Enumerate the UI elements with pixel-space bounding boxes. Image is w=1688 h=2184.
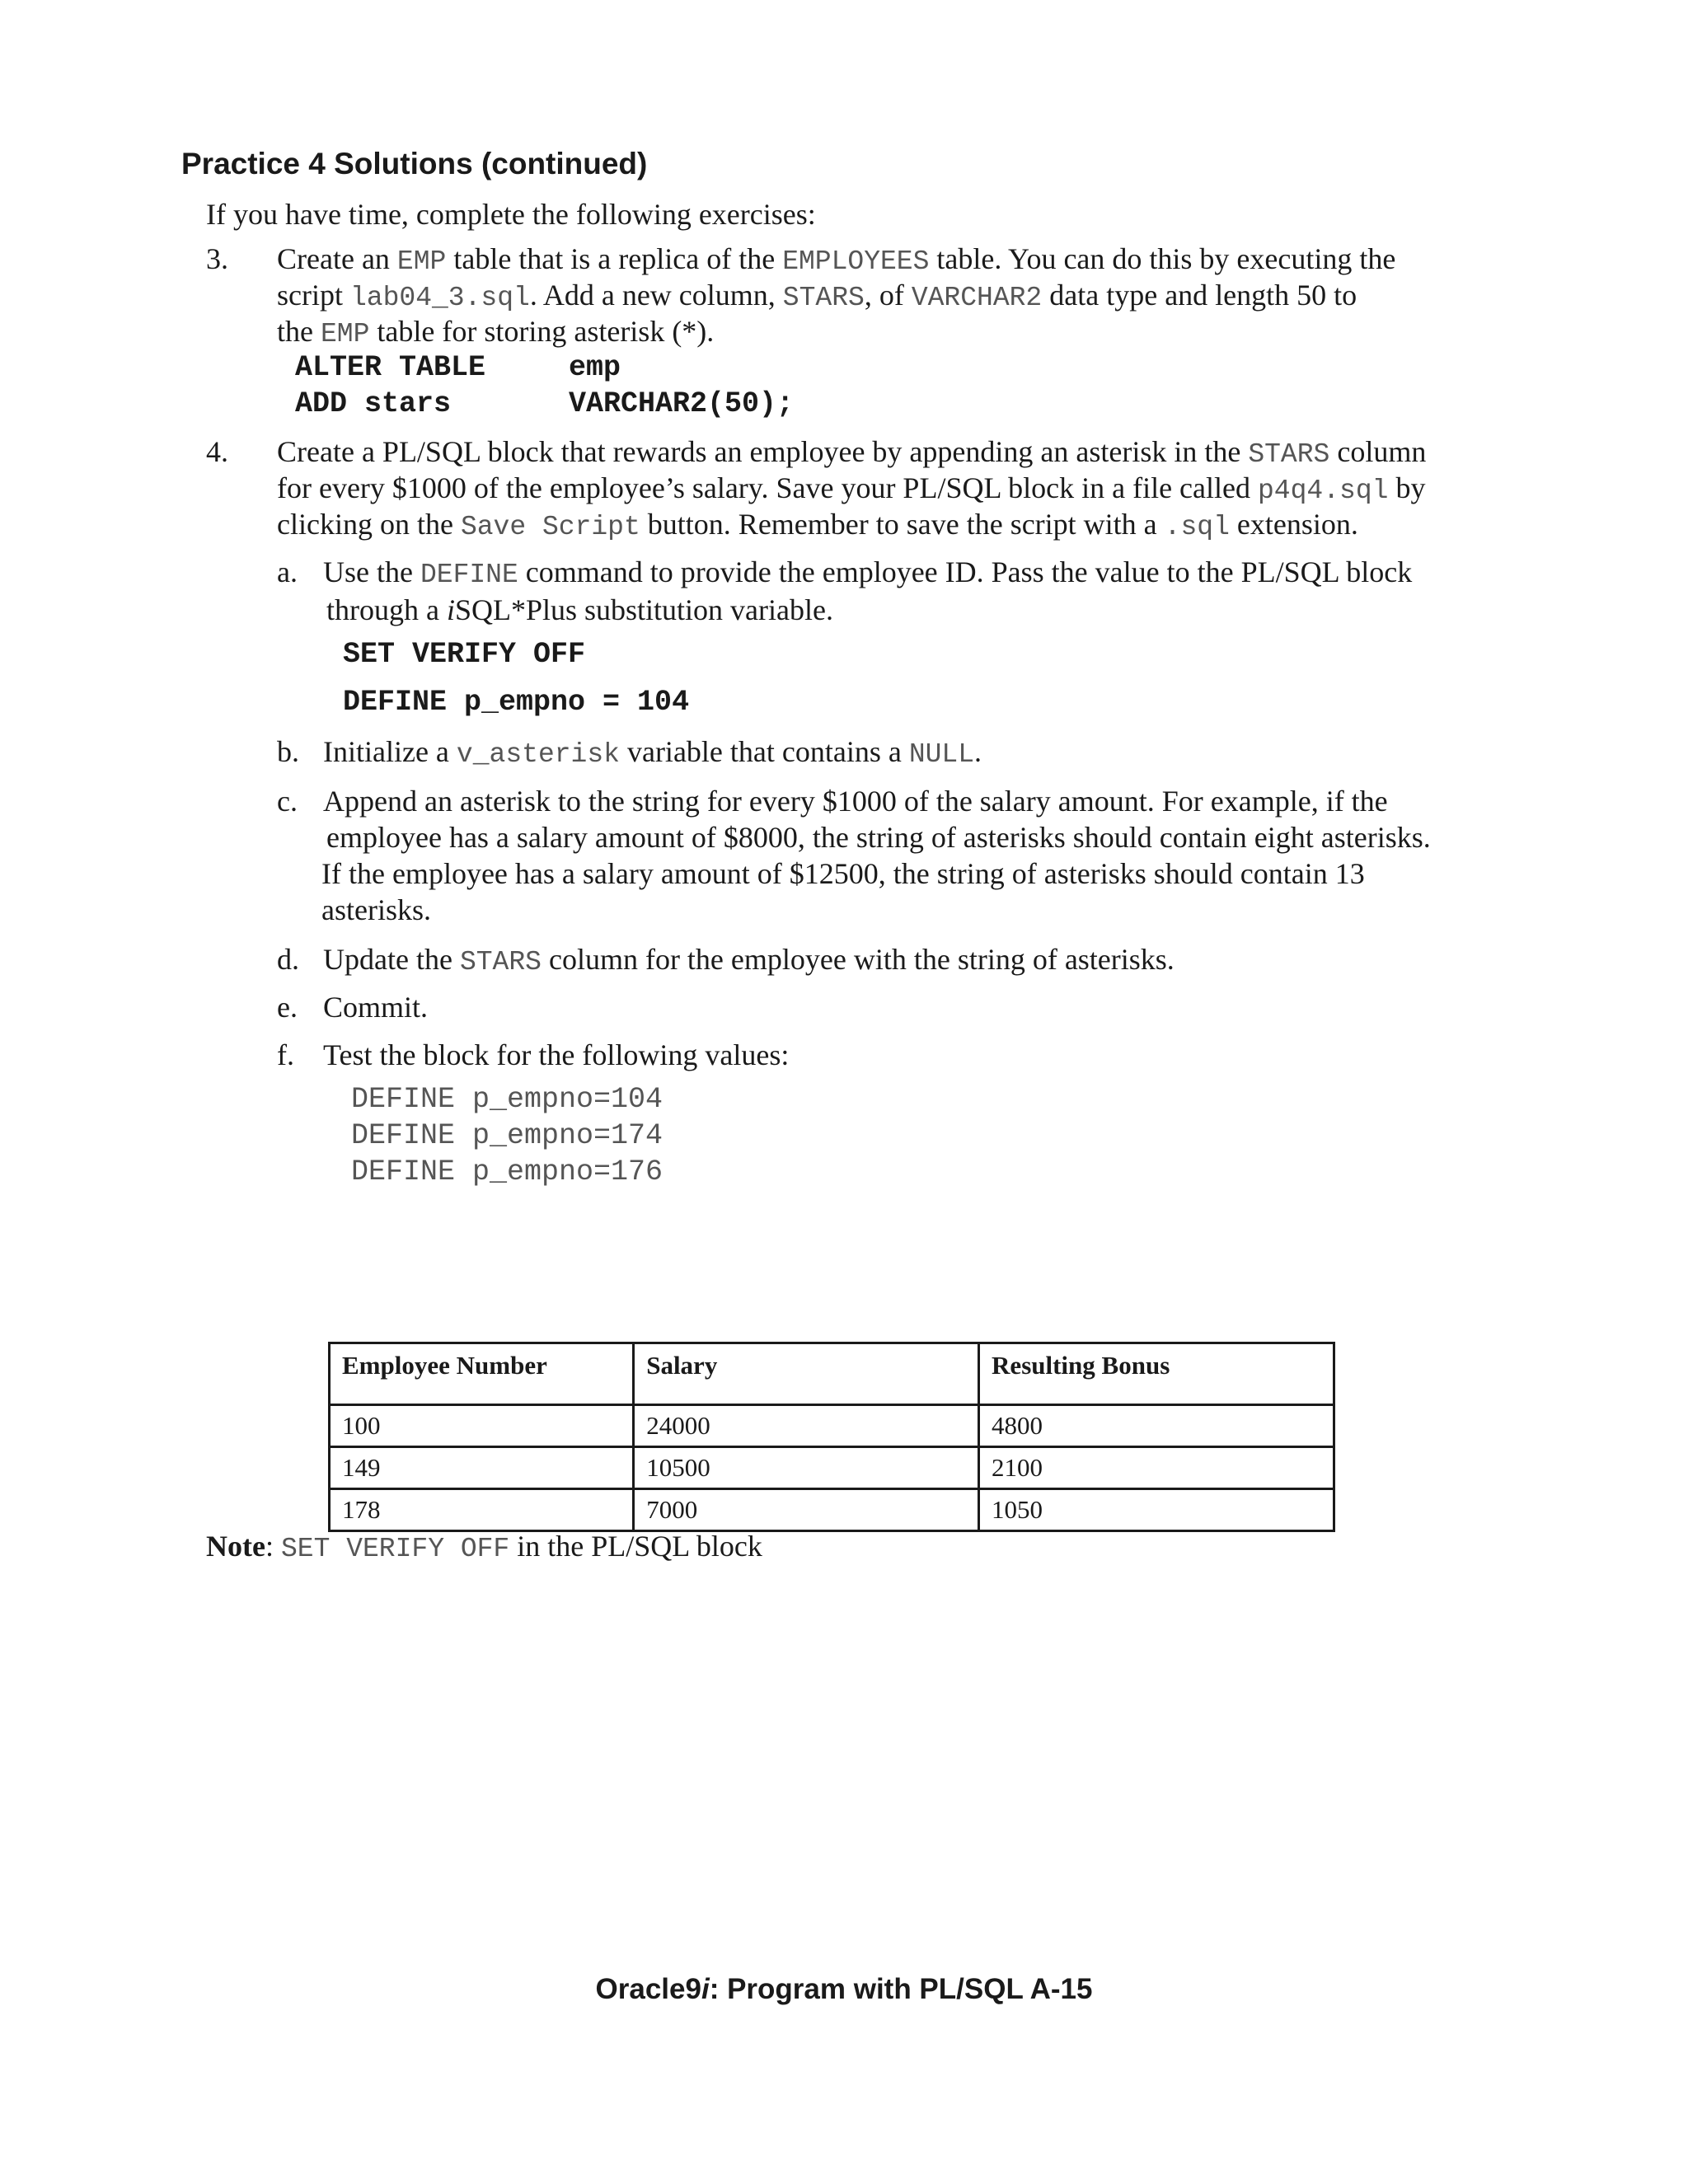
q4f-code-3: DEFINE p_empno=176: [351, 1155, 663, 1188]
italic-i: i: [701, 1973, 710, 2005]
q3-line-1: [206, 241, 1395, 280]
code-stars: STARS: [459, 947, 542, 977]
q4d-line: [277, 941, 1175, 981]
text: Test the block for the following values:: [323, 1038, 790, 1071]
q4c-line-3: If the employee has a salary amount of $12500, the string of asterisks should contain 13: [321, 857, 1365, 890]
q4e-line: [277, 989, 428, 1025]
q4f-code-2: DEFINE p_empno=174: [351, 1119, 663, 1152]
text: script: [277, 279, 350, 312]
code-v-asterisk: v_asterisk: [456, 739, 620, 770]
header-resulting-bonus: Resulting Bonus: [979, 1343, 1334, 1405]
q4c-letter: c.: [277, 785, 298, 818]
text: column for the employee with the string of asterisks.: [541, 943, 1175, 976]
q3-number: 3.: [206, 242, 228, 275]
text: Create an: [277, 242, 397, 275]
text: Initialize a: [323, 735, 457, 768]
code-varchar2: VARCHAR2: [911, 283, 1043, 313]
cell-employee-number: 149: [330, 1447, 634, 1489]
text: table for storing asterisk (*).: [369, 315, 715, 348]
code-save-script: Save Script: [460, 512, 640, 542]
q4-line-1: [206, 434, 1426, 473]
cell-salary: 7000: [634, 1489, 979, 1531]
text: for every $1000 of the employee’s salary. Save your PL/SQL block in a file called: [277, 471, 1258, 504]
q3-line-3: [277, 313, 714, 353]
q4a-code-2: DEFINE p_empno = 104: [343, 686, 690, 719]
q4f-code-1: DEFINE p_empno=104: [351, 1083, 663, 1116]
q4a-letter: a.: [277, 555, 298, 588]
text: :: [265, 1530, 281, 1563]
intro-text: If you have time, complete the following exercises:: [206, 198, 816, 231]
code-extension: .sql: [1164, 512, 1230, 542]
q4b-line: [277, 733, 982, 773]
text: table that is a replica of the: [446, 242, 783, 275]
text: table. You can do this by executing the: [929, 242, 1396, 275]
text: Create a PL/SQL block that rewards an employee by appending an asterisk in the: [277, 435, 1249, 468]
table-row: [330, 1447, 1334, 1489]
code-stars: STARS: [1248, 439, 1330, 470]
text: variable that contains a: [619, 735, 909, 768]
page-footer: [0, 1973, 1688, 2006]
bonus-table: [328, 1342, 1335, 1532]
text: command to provide the employee ID. Pass the value to the PL/SQL block: [518, 555, 1413, 588]
code-employees: EMPLOYEES: [782, 246, 930, 277]
header-employee-number: Employee Number: [330, 1343, 634, 1405]
cell-bonus: 1050: [979, 1489, 1334, 1531]
q4-number: 4.: [206, 435, 228, 468]
code-stars: STARS: [782, 283, 865, 313]
q4e-letter: e.: [277, 991, 298, 1024]
q4c-line-4: asterisks.: [321, 893, 431, 926]
text: column: [1329, 435, 1427, 468]
table-row: [330, 1489, 1334, 1531]
code-set-verify-off: SET VERIFY OFF: [280, 1534, 510, 1564]
note-label: Note: [206, 1530, 265, 1563]
code-filename: lab04_3.sql: [349, 283, 530, 313]
cell-bonus: 2100: [979, 1447, 1334, 1489]
code-emp: EMP: [320, 319, 370, 349]
cell-salary: 24000: [634, 1405, 979, 1447]
text: Oracle9: [595, 1973, 701, 2005]
text: data type and length 50 to: [1042, 279, 1357, 312]
code-filename: p4q4.sql: [1258, 476, 1389, 506]
text: Use the: [323, 555, 420, 588]
q4a-line-1: [277, 554, 1412, 593]
text: . Add a new column,: [529, 279, 783, 312]
text: : Program with PL/SQL A-15: [709, 1973, 1093, 2005]
cell-employee-number: 100: [330, 1405, 634, 1447]
text: Append an asterisk to the string for every $1000 of the salary amount. For example, if the: [323, 785, 1388, 818]
q3-code-2b: VARCHAR2(50);: [569, 387, 795, 420]
text: clicking on the: [277, 508, 461, 541]
header-salary: Salary: [634, 1343, 979, 1405]
q4f-letter: f.: [277, 1038, 294, 1071]
text: Update the: [323, 943, 460, 976]
text: , of: [864, 279, 912, 312]
q3-line-2: [277, 277, 1357, 316]
code-define: DEFINE: [420, 560, 518, 590]
table-header-row: [330, 1343, 1334, 1405]
text: the: [277, 315, 321, 348]
cell-employee-number: 178: [330, 1489, 634, 1531]
q4a-code-1: SET VERIFY OFF: [343, 638, 586, 671]
text: button. Remember to save the script with a: [640, 508, 1165, 541]
text: Commit.: [323, 991, 429, 1024]
text: extension.: [1229, 508, 1358, 541]
q4b-letter: b.: [277, 735, 299, 768]
q3-code-1b: emp: [569, 351, 621, 384]
code-null: NULL: [908, 739, 975, 770]
cell-salary: 10500: [634, 1447, 979, 1489]
q4a-line-2: [326, 592, 833, 628]
q4c-line-1: [277, 783, 1388, 819]
italic-i: i: [446, 593, 455, 626]
q3-code-2a: ADD stars: [295, 387, 452, 420]
text: SQL*Plus substitution variable.: [454, 593, 833, 626]
note-line: [206, 1528, 762, 1568]
q3-code-1a: ALTER TABLE: [295, 351, 486, 384]
text: .: [974, 735, 982, 768]
table-row: [330, 1405, 1334, 1447]
code-emp: EMP: [396, 246, 447, 277]
q4d-letter: d.: [277, 943, 299, 976]
cell-bonus: 4800: [979, 1405, 1334, 1447]
text: through a: [326, 593, 447, 626]
page-heading: Practice 4 Solutions (continued): [181, 147, 648, 180]
q4-line-2: [277, 470, 1425, 509]
text: in the PL/SQL block: [509, 1530, 762, 1563]
text: by: [1388, 471, 1426, 504]
q4f-line: [277, 1037, 789, 1073]
q4c-line-2: employee has a salary amount of $8000, the string of asterisks should contain eight asterisks.: [326, 821, 1431, 854]
q4-line-3: [277, 506, 1358, 546]
